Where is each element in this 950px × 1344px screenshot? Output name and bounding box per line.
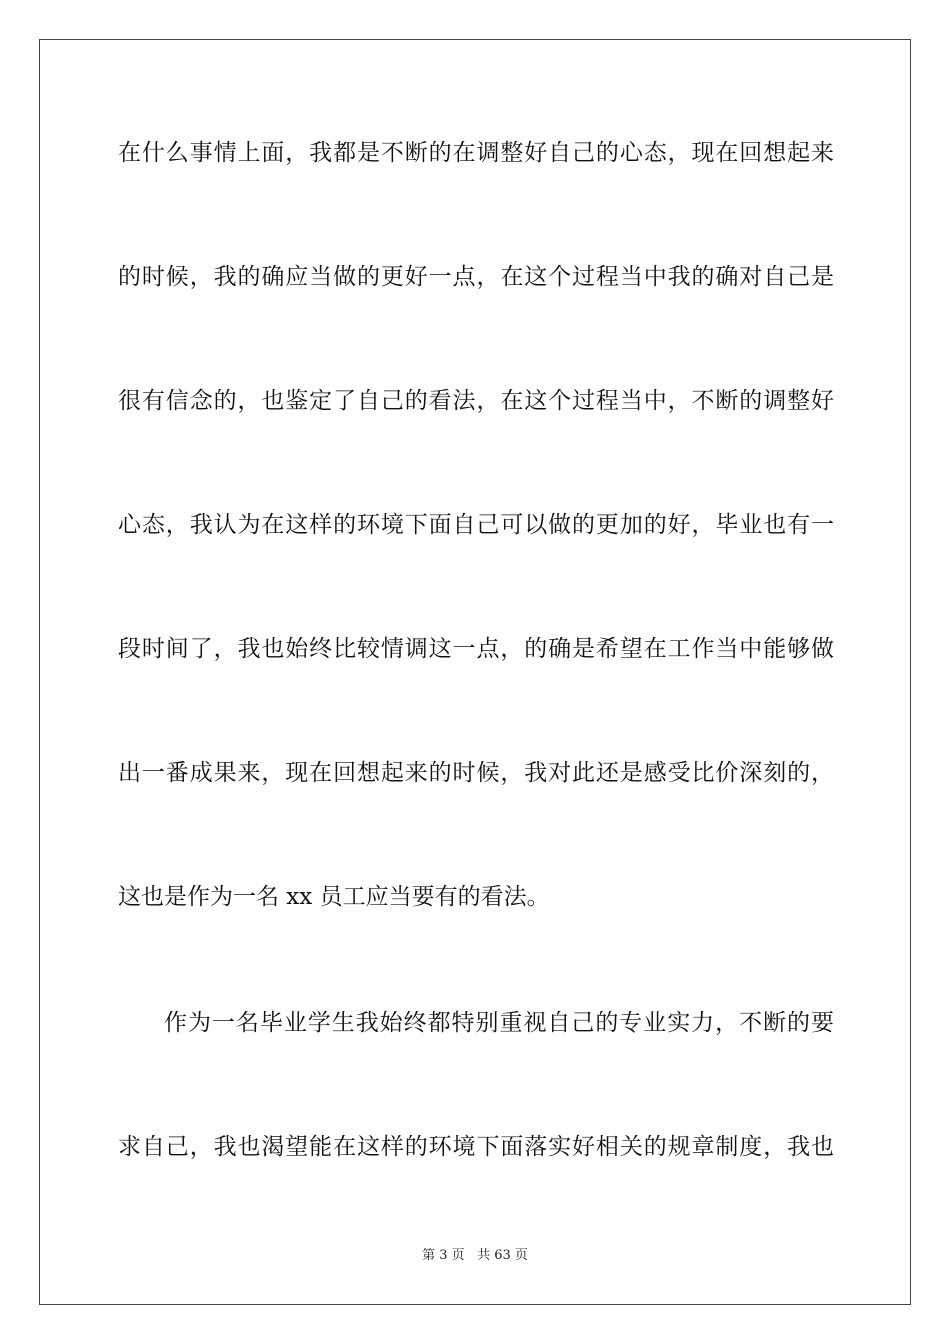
page-number: 第 3 页: [422, 1248, 465, 1263]
paragraph-line: 的时候，我的确应当做的更好一点，在这个过程当中我的确对自己是: [118, 264, 834, 290]
paragraph-line: 很有信念的，也鉴定了自己的看法，在这个过程当中，不断的调整好: [118, 388, 834, 414]
page-footer: [0, 1247, 950, 1265]
paragraph-line: 段时间了，我也始终比较情调这一点，的确是希望在工作当中能够做: [118, 636, 834, 662]
paragraph-line: 在什么事情上面，我都是不断的在调整好自己的心态，现在回想起来: [118, 140, 834, 166]
paragraph-line: 求自己，我也渴望能在这样的环境下面落实好相关的规章制度，我也: [118, 1134, 834, 1160]
page-total: 共 63 页: [477, 1248, 528, 1263]
page-frame: [39, 39, 911, 1305]
paragraph-line-end: 这也是作为一名 xx 员工应当要有的看法。: [118, 884, 550, 910]
paragraph-line: 出一番成果来，现在回想起来的时候，我对此还是感受比价深刻的，: [118, 760, 834, 786]
paragraph-line: 心态，我认为在这样的环境下面自己可以做的更加的好，毕业也有一: [118, 512, 834, 538]
paragraph-first-line: 作为一名毕业学生我始终都特别重视自己的专业实力，不断的要: [164, 1010, 834, 1036]
